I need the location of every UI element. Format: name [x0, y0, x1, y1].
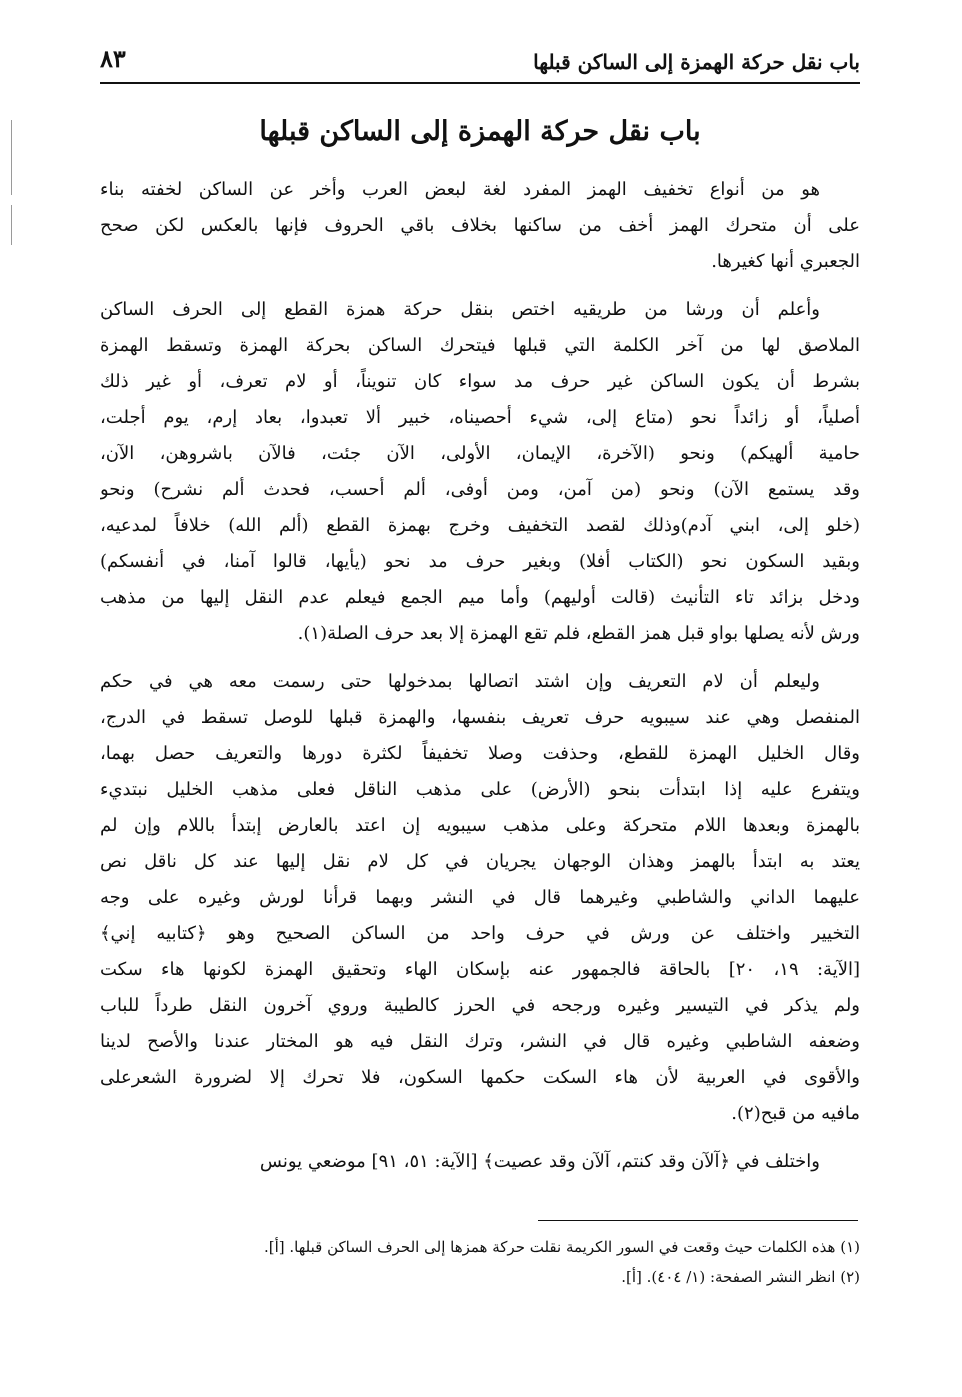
footnote-separator — [538, 1220, 858, 1221]
text-line: عليهما الداني والشاطبي وغيرهما قال في النشر وبهما قرأنا لورش وغيره على وجه — [100, 887, 860, 908]
text-line: يعتد به ابتدأ بالهمز وهذان الوجهان يجريان في كل لام نقل إليها عند كل ناقل نص — [100, 851, 860, 872]
paragraph — [100, 172, 860, 280]
text-line: مافيه من قبح(٢). — [731, 1103, 860, 1124]
text-line: هو من أنواع تخفيف الهمز المفرد لغة لبعض العرب وأخر عن الساكن لخفته بناء — [100, 179, 820, 200]
text-line: وأعلم أن ورشا من طريقيه اختص بنقل حركة همزة القطع إلى الحرف الساكن — [100, 299, 820, 320]
text-line: وضعفه الشاطبي وغيره قال في النشر، وترك النقل فيه هو المختار عندنا والأصح لدينا — [100, 1031, 860, 1052]
footnotes — [100, 1232, 860, 1292]
text-line: وليعلم أن لام التعريف وإن اشتد اتصالها بمدخولها حتى رسمت معه هي في حكم — [100, 671, 820, 692]
paragraph — [100, 664, 860, 1132]
text-line: الجعبري أنها كغيرها. — [711, 251, 860, 272]
text-line: على أن متحرك الهمز أخف من ساكنها بخلاف باقي الحروف فإنها بالعكس لكن صحح — [100, 215, 860, 236]
text-line: ويتفرع عليه إذا ابتدأت بنحو (الأرض) على مذهب الناقل فعلى مذهب الخليل نبتديء — [100, 779, 860, 800]
footnote: (١) هذه الكلمات حيث وقعت في السور الكريمة نقلت حركة همزها إلى الحرف الساكن قبلها. [أ]. — [264, 1238, 860, 1256]
text-line: الملاصق لها من آخر الكلمة التي قبلها فيتحرك الساكن بحركة الهمزة وتسقط الهمزة — [100, 335, 860, 356]
running-head-title: باب نقل حركة الهمزة إلى الساكن قبلها — [533, 50, 860, 74]
paragraph — [100, 292, 860, 652]
text-line: التخيير واختلف عن ورش في حرف واحد من الساكن الصحيح وهو ﴿كتابيه إني﴾ — [100, 923, 860, 944]
text-line: بشرط أن يكون الساكن غير حرف مد سواء كان تنويناً، أو لام تعرف، أو غير ذلك — [100, 371, 860, 392]
text-line: حامية ألهيكم) ونحو (الآخرة، الإيمان، الأولى، الآن جئت، فالآن باشروهن، الآن، — [100, 443, 860, 464]
text-line: أصلياً، أو زائداً نحو (متاع إلى، شيء أحصيناه، خبير ألا تعبدوا، بعاد إرم، يوم أجلت، — [100, 407, 860, 428]
text-line: واختلف في ﴿آلآن وقد كنتم، آلآن وقد عصيت﴾ [الآية: ٥١، ٩١] موضعي يونس — [259, 1151, 820, 1172]
text-line: وقال الخليل الهمزة للقطع، وحذفت وصلا تخفيفاً لكثرة دورها والتعريف حصل بهما، — [100, 743, 860, 764]
text-line: وقد يستمع الآن) ونحو (من آمن، ومن أوفى، ألم أحسب، فحدث ألم نشرح) ونحو — [100, 479, 860, 500]
body-text — [100, 172, 860, 1192]
text-line: [الآية: ١٩، ٢٠] بالحاقة فالجمهور عنه بإسكان الهاء وتحقيق الهمزة لكونها هاء سكت — [100, 959, 860, 980]
text-line: بالهمزة وبعدها اللام متحركة وعلى مذهب سيبويه إن اعتد بالعارض إبتدأ باللام وإن لم — [100, 815, 860, 836]
footnote: (٢) انظر النشر الصفحة: (١/ ٤٠٤). [أ]. — [621, 1268, 860, 1286]
page-number: ٨٣ — [100, 44, 126, 73]
chapter-title: باب نقل حركة الهمزة إلى الساكن قبلها — [259, 116, 701, 147]
text-line: ولم يذكر في التيسير وغيره ورجحه في الحرز كالطيبة وروي آخرون النقل طرداً للباب — [100, 995, 860, 1016]
text-line: المنفصل وهي عند سيبويه حرف تعريف بنفسها، والهمزة قبلها للوصل تسقط في الدرج، — [100, 707, 860, 728]
text-line: ورش لأنه يصلها بواو قبل همز القطع، فلم تقع الهمزة إلا بعد حرف الصلة(١). — [297, 623, 860, 644]
text-line: ودخل بزائد تاء التأنيث (قالت أوليهم) وأما ميم الجمع فيعلم عدم النقل إليها من مذهب — [100, 587, 860, 608]
text-line: والأقوى في العربية لأن هاء السكت حكمها السكون، فلا تحرك إلا لضرورة الشعرعلى — [100, 1067, 860, 1088]
running-head — [100, 38, 860, 84]
text-line: وبقيد السكون نحو (الكتاب أفلا) وبغير حرف مد نحو (يأيها، قالوا آمنا، في أنفسكم) — [100, 551, 860, 572]
text-line: (خلو إلى، ابني آدم)وذلك لقصد التخفيف وخرج بهمزة القطع (ألم الله) خلافاً لمدعيه، — [100, 515, 860, 536]
paragraph — [100, 1144, 860, 1180]
